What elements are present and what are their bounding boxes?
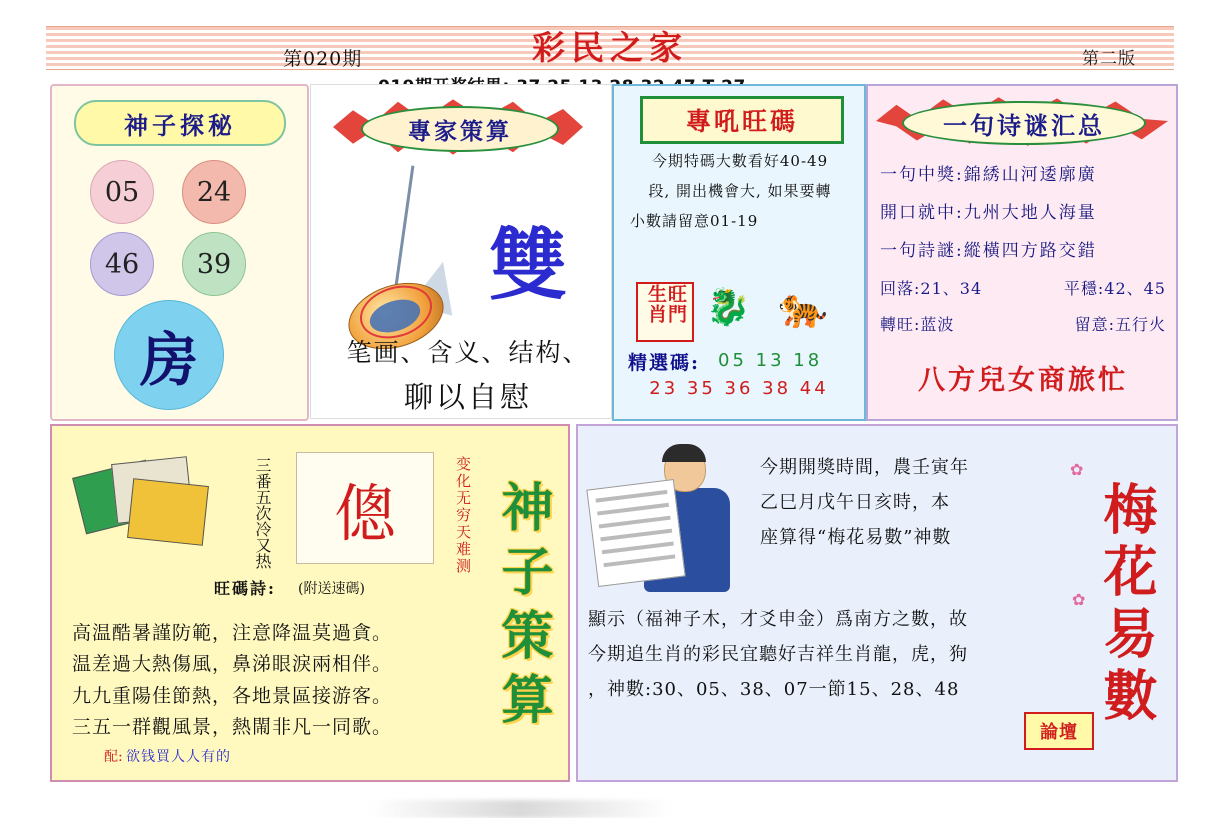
meihua-line: ，神數:30、05、38、07一節15、28、48 — [588, 679, 960, 701]
feature-character: 房 — [139, 326, 198, 394]
panel-wangma-pick-red: 23 35 36 38 44 — [649, 378, 829, 399]
panel-zhuanjia-line2: 聊以自慰 — [403, 380, 532, 414]
panel-shimi-row: 開口就中:九州大地人海量 — [880, 203, 1097, 223]
meihua-line: 今期追生肖的彩民宜聽好吉祥生肖龍，虎，狗 — [588, 644, 968, 666]
pair-key: 回落: — [880, 279, 921, 298]
panel-cesuan-foot-key: 配: — [104, 749, 123, 765]
issue-number: 第020期 — [283, 48, 363, 70]
shimi-starburst-banner — [876, 94, 1168, 148]
panel-shimi-pair-row — [880, 276, 1166, 299]
panel-shimi-row: 一句詩謎:縱橫四方路交錯 — [880, 241, 1097, 261]
books-illustration — [78, 452, 206, 544]
panel-shimi-pair-row — [880, 312, 1166, 335]
panel-shimi-footer: 八方兒女商旅忙 — [918, 365, 1128, 396]
panel-shenzi-tanmi-badge — [74, 100, 286, 146]
meihua-line: 乙巳月戊午日亥時，本 — [760, 492, 950, 514]
panel-zhuanjia-line1: 笔画、含义、结构、 — [346, 338, 590, 367]
poem-line: 三五一群觀風景，熱閙非凡一同歌。 — [72, 716, 393, 739]
tiger-icon: 🐅 — [778, 285, 828, 331]
panel-wangma-pick-green: 05 13 18 — [718, 350, 823, 371]
dragon-icon: 🐉 — [705, 287, 751, 328]
panel-zhuanjia-big-character: 雙 — [489, 220, 568, 311]
meihua-line: 顯示（福神子木，才爻申金）爲南方之數，故 — [588, 609, 968, 630]
feature-character-circle — [114, 300, 224, 410]
pair-value: 五行火 — [1114, 315, 1166, 334]
pair-key: 留意: — [1074, 315, 1115, 334]
poem-line: 温差過大熱傷風，鼻涕眼淚兩相伴。 — [72, 653, 393, 676]
paper-smudge — [370, 800, 670, 818]
lottery-ball: 24 — [182, 160, 246, 224]
book-icon — [127, 478, 209, 546]
panel-wangma-text-3: 小數請留意01-19 — [630, 212, 759, 230]
panel-shimi-row: 一句中獎:錦綉山河逶廓廣 — [880, 165, 1097, 185]
starburst-banner — [333, 97, 583, 157]
panel-meihua-text-top — [760, 450, 1090, 555]
panel-cesuan-character: 傯 — [333, 476, 396, 550]
meihua-line: 座算得“梅花易數”神數 — [760, 527, 952, 549]
poem-line: 九九重陽佳節熱，各地景區接游客。 — [72, 684, 393, 707]
lottery-ball: 46 — [90, 232, 154, 296]
pair-key: 平穩: — [1063, 279, 1105, 298]
panel-wangma-title: 專吼旺碼 — [685, 107, 798, 136]
lottery-ball: 39 — [182, 232, 246, 296]
panel-meihua-text-bottom — [588, 602, 1088, 707]
panel-wangma-title-box — [640, 96, 844, 144]
pair-value: 蓝波 — [920, 315, 955, 334]
panel-cesuan-poem-note: (附送速碼) — [298, 581, 365, 597]
forum-badge[interactable] — [1024, 712, 1094, 750]
flower-icon: ✿ — [1070, 460, 1084, 479]
panel-wangma-badge — [636, 282, 694, 342]
panel-cesuan-character-box — [296, 452, 434, 564]
panel-shimi — [866, 84, 1178, 421]
panel-shenzi-tanmi-title: 神子探秘 — [124, 110, 236, 140]
page-title: 彩民之家 — [532, 28, 688, 67]
panel-wangma — [612, 84, 866, 421]
starburst-label-holder — [902, 101, 1146, 145]
panel-cesuan-poem-label: 旺碼詩: — [214, 579, 276, 598]
pair-value: 42、45 — [1104, 279, 1166, 298]
panel-wangma-pick-label: 精選碼: — [628, 352, 701, 374]
panel-shenzi-tanmi — [50, 84, 309, 421]
panel-wangma-badge-label: 旺門生肖 — [645, 284, 687, 324]
panel-wangma-text-1: 今期特碼大數看好40-49 — [651, 152, 829, 170]
panel-shimi-title: 一句诗谜汇总 — [943, 110, 1105, 140]
edition-label: 第二版 — [1082, 49, 1136, 69]
panel-cesuan-poem — [72, 618, 472, 743]
panel-cesuan-vertical-red-text: 变化无穷天难测 — [454, 455, 472, 575]
panel-shenzi-cesuan — [50, 424, 570, 782]
illustration-hair — [662, 444, 706, 462]
panel-cesuan-title: 神子策算 — [492, 480, 553, 736]
newspaper-icon — [586, 479, 685, 587]
starburst-label-holder — [361, 106, 559, 152]
decorative-compass-illustration — [329, 165, 509, 345]
pair-value: 21、34 — [920, 279, 983, 298]
lottery-ball: 05 — [90, 160, 154, 224]
panel-zhuanjia-title: 專家策算 — [408, 117, 512, 145]
poem-line: 高温酷暑謹防範，注意降温莫過貪。 — [72, 622, 393, 644]
panel-wangma-text-2: 段, 開出機會大, 如果要轉 — [648, 182, 832, 200]
pair-key: 轉旺: — [880, 315, 921, 334]
forum-badge-label: 論壇 — [1040, 722, 1078, 743]
flower-icon: ✿ — [1072, 590, 1086, 609]
panel-meihua-yishu — [576, 424, 1178, 782]
meihua-line: 今期開獎時間，農壬寅年 — [760, 457, 969, 478]
reader-illustration — [592, 444, 752, 594]
panel-cesuan-vertical-text: 三番五次冷又热 — [253, 457, 272, 569]
panel-zhuanjia-cesuan — [310, 84, 612, 419]
panel-meihua-title: 梅花易數 — [1095, 481, 1159, 729]
panel-cesuan-foot-value: 欲钱買人人有的 — [126, 749, 231, 765]
